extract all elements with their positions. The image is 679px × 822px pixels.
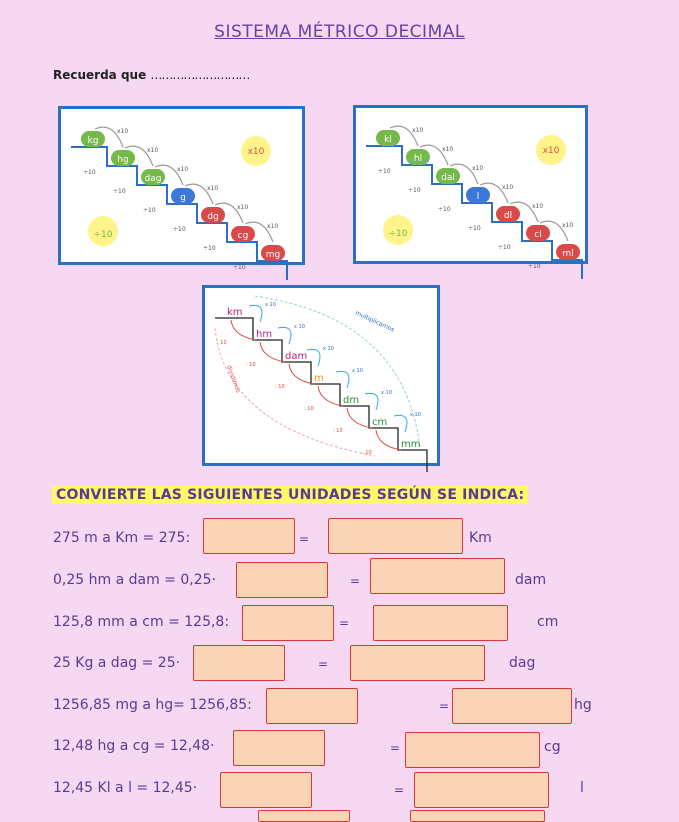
capacity-down-label: ÷10 [528, 263, 541, 270]
mass-up-label: x10 [267, 223, 279, 230]
exercise-1-text: 275 m a Km = 275: [53, 530, 191, 546]
capacity-unit-label: hl [413, 154, 423, 164]
mass-unit-label: g [180, 193, 186, 203]
length-multiply-arrow [278, 327, 291, 344]
exercise-3-equals: = [339, 616, 350, 630]
length-divide-arrow [318, 386, 343, 406]
length-divide-arrow [260, 342, 285, 362]
length-divide-arrow [289, 364, 314, 384]
length-multiply-arrow [394, 415, 407, 432]
mass-unit-label: mg [265, 250, 281, 260]
exercise-3-answer-2[interactable] [373, 605, 508, 641]
length-unit-label: m [314, 373, 324, 384]
capacity-divide-label: ÷10 [388, 229, 408, 239]
mass-up-label: x10 [207, 185, 219, 192]
exercise-5-text: 1256,85 mg a hg= 1256,85: [53, 697, 252, 713]
capacity-up-label: x10 [532, 203, 544, 210]
length-ladder-diagram [205, 288, 437, 463]
capacity-down-label: ÷10 [498, 244, 511, 251]
capacity-units-panel [353, 105, 588, 270]
mass-unit-label: hg [117, 155, 129, 165]
length-multiply-label: x 10 [265, 302, 276, 308]
length-divide-label: : 10 [333, 428, 343, 434]
mass-divide-label: ÷10 [93, 230, 113, 240]
length-divide-arrow [376, 430, 401, 450]
capacity-unit-label: ml [562, 249, 574, 259]
length-divide-label: : 10 [217, 340, 227, 346]
page-title: SISTEMA MÉTRICO DECIMAL [214, 22, 465, 42]
length-divide-label: : 10 [304, 406, 314, 412]
exercise-4-equals: = [318, 657, 329, 671]
length-multiply-label: x 10 [352, 368, 363, 374]
recuerda-label: Recuerda que [53, 68, 147, 82]
length-multiply-arrow [307, 349, 320, 366]
mass-down-label: ÷10 [113, 188, 126, 195]
exercise-5-equals: = [439, 699, 450, 713]
capacity-ladder-diagram [356, 108, 585, 270]
exercise-8-answer-1[interactable] [258, 810, 350, 822]
exercise-2-unit: dam [515, 572, 547, 588]
length-multiply-label: x 10 [381, 390, 392, 396]
length-side-right: multiplicamos [354, 309, 396, 334]
exercise-2-answer-2[interactable] [370, 558, 505, 594]
length-unit-label: mm [401, 439, 421, 450]
length-divide-arrow [231, 320, 256, 340]
capacity-down-label: ÷10 [378, 168, 391, 175]
exercise-5-answer-2[interactable] [452, 688, 572, 724]
capacity-up-label: x10 [442, 146, 454, 153]
length-unit-label: dm [343, 395, 360, 406]
exercise-1-equals: = [299, 532, 310, 546]
exercise-6-answer-2[interactable] [405, 732, 540, 768]
mass-down-label: ÷10 [83, 169, 96, 176]
length-multiply-arrow [336, 371, 349, 388]
exercise-7-unit: l [580, 780, 584, 796]
exercise-6-text: 12,48 hg a cg = 12,48· [53, 738, 215, 754]
length-unit-label: cm [372, 417, 388, 428]
mass-up-label: x10 [237, 204, 249, 211]
exercise-7-answer-1[interactable] [220, 772, 312, 808]
mass-down-label: ÷10 [233, 264, 246, 271]
length-divide-arrow [347, 408, 372, 428]
capacity-up-label: x10 [412, 127, 424, 134]
exercise-7-text: 12,45 Kl a l = 12,45· [53, 780, 198, 796]
length-divide-label: : 10 [246, 362, 256, 368]
mass-unit-label: dag [144, 174, 162, 184]
capacity-unit-label: l [476, 192, 480, 202]
mass-down-label: ÷10 [173, 226, 186, 233]
length-multiply-label: x 10 [294, 324, 305, 330]
exercise-6-unit: cg [544, 739, 561, 755]
mass-unit-label: cg [237, 231, 249, 241]
exercise-3-answer-1[interactable] [242, 605, 334, 641]
length-unit-label: km [227, 307, 243, 318]
mass-down-label: ÷10 [143, 207, 156, 214]
length-divide-label: : 10 [275, 384, 285, 390]
mass-units-panel [58, 106, 305, 271]
exercise-3-text: 125,8 mm a cm = 125,8: [53, 614, 230, 630]
capacity-down-label: ÷10 [438, 206, 451, 213]
recuerda-line [53, 68, 249, 82]
mass-up-label: x10 [147, 147, 159, 154]
exercise-6-answer-1[interactable] [233, 730, 325, 766]
exercise-heading: CONVIERTE LAS SIGUIENTES UNIDADES SEGÚN SE INDICA: [52, 486, 528, 504]
exercise-2-text: 0,25 hm a dam = 0,25· [53, 572, 216, 588]
exercise-5-unit: hg [574, 697, 592, 713]
length-unit-label: dam [285, 351, 308, 362]
capacity-unit-label: cl [534, 230, 542, 240]
exercise-4-answer-1[interactable] [193, 645, 285, 681]
capacity-down-label: ÷10 [468, 225, 481, 232]
exercise-1-answer-2[interactable] [328, 518, 463, 554]
mass-unit-label: kg [87, 136, 99, 146]
exercise-1-answer-1[interactable] [203, 518, 295, 554]
capacity-up-label: x10 [472, 165, 484, 172]
recuerda-dots: ……………………… [150, 68, 250, 82]
capacity-unit-label: dal [441, 173, 455, 183]
capacity-up-label: x10 [502, 184, 514, 191]
capacity-unit-label: dl [503, 211, 513, 221]
mass-down-label: ÷10 [203, 245, 216, 252]
exercise-4-answer-2[interactable] [350, 645, 485, 681]
mass-unit-label: dg [207, 212, 219, 222]
exercise-2-answer-1[interactable] [236, 562, 328, 598]
length-divide-label: : 10 [362, 450, 372, 456]
exercise-8-answer-2[interactable] [410, 810, 545, 822]
length-multiply-arrow [249, 305, 262, 322]
mass-up-label: x10 [117, 128, 129, 135]
length-units-panel [202, 285, 440, 466]
capacity-down-label: ÷10 [408, 187, 421, 194]
length-multiply-label: x 10 [410, 412, 421, 418]
mass-ladder-diagram [61, 109, 302, 271]
length-unit-label: hm [256, 329, 273, 340]
exercise-4-unit: dag [509, 655, 536, 671]
exercise-4-text: 25 Kg a dag = 25· [53, 655, 181, 671]
exercise-7-equals: = [394, 783, 405, 797]
capacity-multiply-label: x10 [542, 146, 560, 156]
length-multiply-arrow [365, 393, 378, 410]
capacity-unit-label: kl [384, 135, 392, 145]
capacity-up-label: x10 [562, 222, 574, 229]
mass-multiply-label: x10 [247, 147, 265, 157]
length-multiply-label: x 10 [323, 346, 334, 352]
exercise-7-answer-2[interactable] [414, 772, 549, 808]
exercise-6-equals: = [390, 741, 401, 755]
exercise-5-answer-1[interactable] [266, 688, 358, 724]
mass-up-label: x10 [177, 166, 189, 173]
exercise-2-equals: = [350, 574, 361, 588]
exercise-1-unit: Km [469, 530, 492, 546]
exercise-3-unit: cm [537, 614, 559, 630]
length-side-left: dividimos [225, 364, 242, 394]
